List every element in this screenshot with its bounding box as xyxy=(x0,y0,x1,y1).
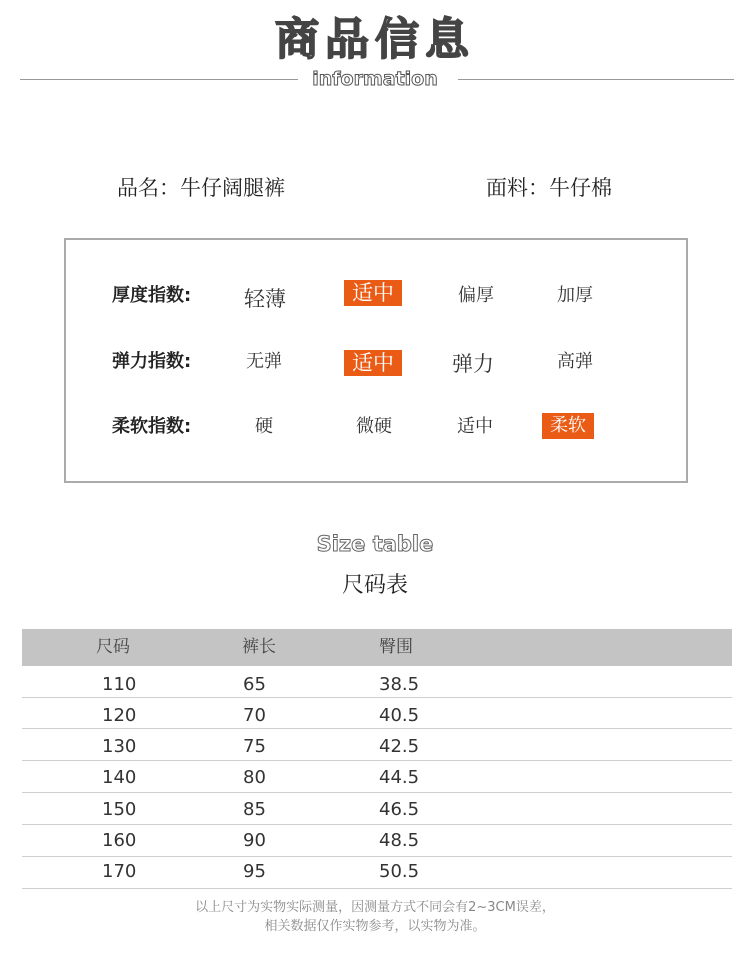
table-cell-hip: 50.5 xyxy=(379,861,420,882)
table-cell-hip: 46.5 xyxy=(379,799,420,820)
row-divider xyxy=(22,792,732,793)
product-name-value: 牛仔阔腿裤 xyxy=(180,176,285,200)
product-fabric xyxy=(486,173,612,203)
thickness-option-extra-thick: 加厚 xyxy=(557,285,593,306)
product-fabric-label: 面料： xyxy=(486,176,549,200)
thickness-label: 厚度指数: xyxy=(112,285,192,306)
table-cell-length: 80 xyxy=(243,767,266,788)
header-hip: 臀围 xyxy=(379,637,413,657)
table-cell-hip: 44.5 xyxy=(379,767,420,788)
row-divider xyxy=(22,697,732,698)
table-cell-hip: 48.5 xyxy=(379,830,420,851)
table-cell-length: 95 xyxy=(243,861,266,882)
product-fabric-value: 牛仔棉 xyxy=(549,176,612,200)
table-cell-size: 160 xyxy=(102,830,137,851)
footnote-line-2: 相关数据仅作实物参考，以实物为准。 xyxy=(264,919,486,934)
thickness-option-thin: 轻薄 xyxy=(244,287,286,311)
size-table-title-en: Size table xyxy=(316,532,434,556)
table-cell-size: 150 xyxy=(102,799,137,820)
table-cell-length: 70 xyxy=(243,705,266,726)
page-subtitle: information xyxy=(0,66,750,92)
page-title: 商品信息 xyxy=(275,14,475,65)
softness-option-slightly-hard: 微硬 xyxy=(356,416,392,437)
header-length: 裤长 xyxy=(242,637,276,657)
thickness-option-medium-selected: 适中 xyxy=(344,280,402,306)
softness-option-soft-selected: 柔软 xyxy=(542,413,594,439)
table-cell-size: 140 xyxy=(102,767,137,788)
table-cell-length: 90 xyxy=(243,830,266,851)
thickness-option-thick: 偏厚 xyxy=(458,285,494,306)
product-name-label: 品名： xyxy=(117,176,180,200)
table-cell-size: 110 xyxy=(102,674,137,695)
softness-label: 柔软指数: xyxy=(112,416,192,437)
table-cell-length: 85 xyxy=(243,799,266,820)
row-divider xyxy=(22,728,732,729)
row-divider xyxy=(22,760,732,761)
table-cell-hip: 42.5 xyxy=(379,736,420,757)
product-name xyxy=(117,173,285,203)
header-size: 尺码 xyxy=(96,637,130,657)
size-table-title-cn: 尺码表 xyxy=(341,573,408,598)
elasticity-option-stretch: 弹力 xyxy=(452,352,494,376)
table-cell-hip: 40.5 xyxy=(379,705,420,726)
row-divider xyxy=(22,888,732,889)
elasticity-option-medium-selected: 适中 xyxy=(344,350,402,376)
elasticity-option-none: 无弹 xyxy=(246,351,282,372)
softness-option-medium: 适中 xyxy=(457,416,493,437)
table-cell-length: 65 xyxy=(243,674,266,695)
elasticity-option-high: 高弹 xyxy=(557,351,593,372)
table-cell-size: 130 xyxy=(102,736,137,757)
table-cell-hip: 38.5 xyxy=(379,674,420,695)
table-cell-size: 120 xyxy=(102,705,137,726)
softness-option-hard: 硬 xyxy=(255,416,273,437)
table-cell-length: 75 xyxy=(243,736,266,757)
elasticity-label: 弹力指数: xyxy=(112,351,192,372)
footnote-line-1: 以上尺寸为实物实际测量，因测量方式不同会有2~3CM误差， xyxy=(195,900,555,915)
table-cell-size: 170 xyxy=(102,861,137,882)
